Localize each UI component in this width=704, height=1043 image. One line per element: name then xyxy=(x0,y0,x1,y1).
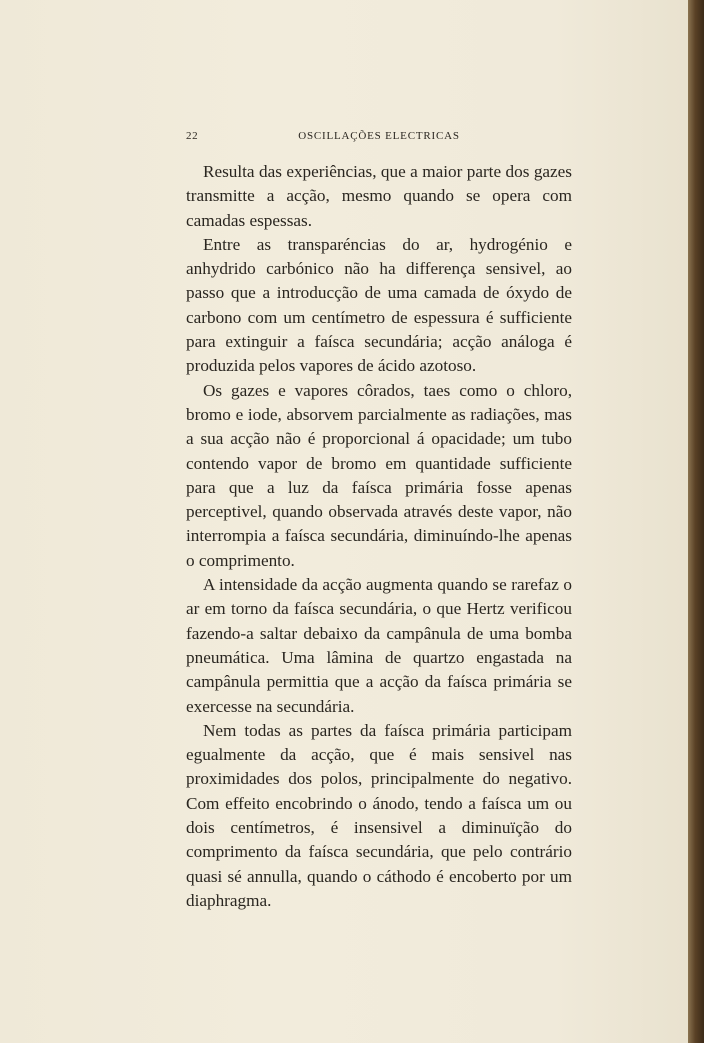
paragraph: Os gazes e vapores côrados, taes como o chloro, bromo e iode, absorvem parcialmente as radiações, mas a sua acção não é proporcional á opacidade; um tubo contendo vapor de bromo em quantidade sufficiente para que a luz da faísca primária fosse apenas perceptivel, quando observada através deste vapor, não interrompia a faísca secundária, diminuíndo-lhe apenas o comprimento. xyxy=(186,380,572,570)
running-title: OSCILLAÇÕES ELECTRICAS xyxy=(298,130,460,142)
binding-edge xyxy=(688,0,704,1043)
running-head xyxy=(186,130,572,146)
paragraph: Nem todas as partes da faísca primária participam egualmente da acção, que é mais sensivel nas proximidades dos polos, principalmente do negativo. Com effeito encobrindo o ánodo, tendo a faísca um ou dois centímetros, é insensivel a diminuïção do comprimento da faísca secundária, que pelo contrário quasi sé annulla, quando o cáthodo é encoberto por um diaphragma. xyxy=(186,720,572,910)
page-number: 22 xyxy=(186,130,199,142)
paragraph: A intensidade da acção augmenta quando se rarefaz o ar em torno da faísca secundária, o que Hertz verificou fazendo-a saltar debaixo da campânula de uma bomba pneumática. Uma lâmina de quartzo engastada na campânula permittia que a acção da faísca primária se exercesse na secundária. xyxy=(186,575,572,716)
paragraph: Resulta das experiências, que a maior parte dos gazes transmitte a acção, mesmo quando se opera com camadas espessas. xyxy=(186,162,572,230)
body-text xyxy=(186,160,572,913)
paragraph: Entre as transparéncias do ar, hydrogénio e anhydrido carbónico não ha differença sensivel, ao passo que a introducção de uma camada de óxydo de carbono com um centímetro de espessura é sufficiente para extinguir a faísca secundária; acção análoga é produzida pelos vapores de ácido azotoso. xyxy=(186,234,572,376)
